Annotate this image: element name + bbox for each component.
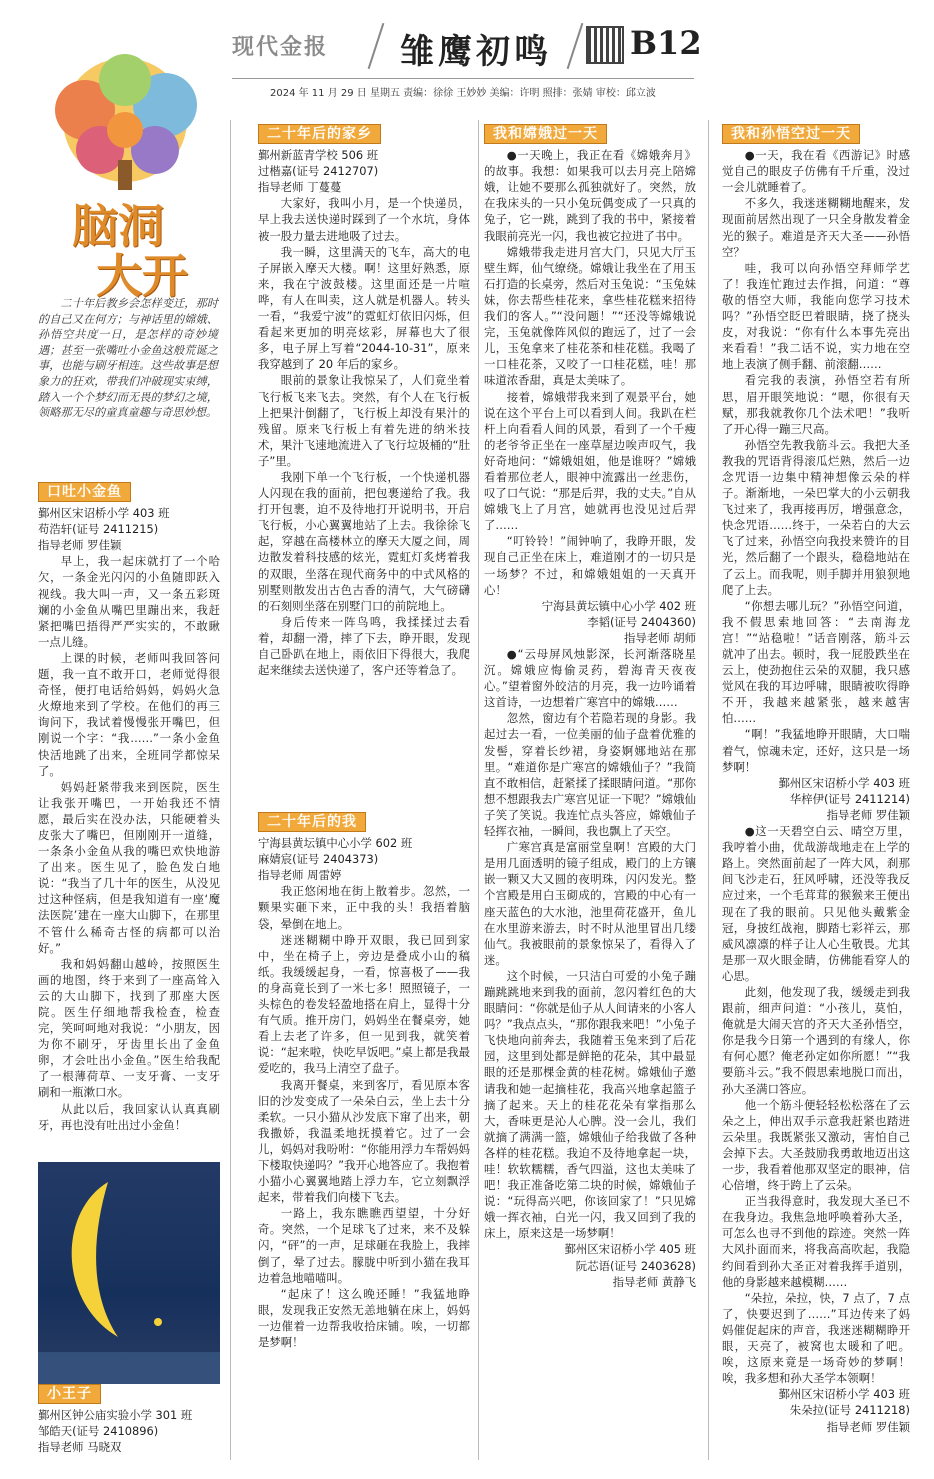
paragraph: 妈妈赶紧带我来到医院，医生让我张开嘴巴，一开始我还不情愿，最后实在没办法，只能硬着头皮张大了嘴巴，但刚刚开一道缝，一条条小金鱼从我的嘴巴欢快地游了出来。医生见了，脸色发白地说：“我当了几十年的医生，从没见过这种怪病，但是我知道有一座‘魔法医院’建在一座大山脚下，在那里不管什么稀奇古怪的病都可以治好。” xyxy=(38,779,220,955)
paragraph: 此刻，他发现了我，缓缓走到我跟前，细声问道：“小孩儿，莫怕，俺就是大闹天宫的齐天大圣孙悟空，你是我今日第一个遇到的有缘人，你有何心愿？俺老孙定如你所愿！”“我要筋斗云。”我不假思索地脱口而出，孙大圣满口答应。 xyxy=(722,984,910,1096)
feature-intro: 二十年后教乡会怎样变迁，那时的自己又在何方；与神话里的嫦娥、孙悟空共度一日，是怎样的奇妙境遇；甚至一张嘴吐小金鱼这般荒诞之事，也能与刷牙相连。这些故事是想象力的狂欢，带我们冲破现实束缚，踏入一个个梦幻而无畏的梦幻之境，领略那无尽的童真童趣与奇思妙想。 xyxy=(38,297,218,420)
paragraph: 我和妈妈翻山越岭，按照医生画的地图，终于来到了一座高耸入云的大山脚下，找到了那座大医院。医生仔细地帮我检查，检查完，笑呵呵地对我说：“小朋友，因为你不刷牙，牙齿里长出了金鱼卵，才会吐出小金鱼。”医生给我配了一根薄荷草、一支牙膏、一支牙刷和一瓶漱口水。 xyxy=(38,956,220,1100)
paragraph: 广寒宫真是富丽堂皇啊！宫殿的大门是用几面透明的镜子组成，殿门的上方镶嵌一颗又大又圆的夜明珠，闪闪发光。整个宫殿是用白玉砌成的，宫殿的中心有一座天蓝色的大水池，池里荷花盛开，鱼儿在水里游来游去，时不时从池里冒出几缕仙气。我被眼前的景象惊呆了，看得入了迷。 xyxy=(484,840,696,967)
signature-teacher: 指导老师 罗佳颖 xyxy=(826,807,910,822)
signature-school: 鄞州区宋诏桥小学 405 班 xyxy=(564,1242,696,1257)
article-tag: 口吐小金鱼 xyxy=(38,482,131,502)
paragraph: 身后传来一阵鸟鸣，我揉揉过去看着，却翻一滑，摔了下去，睁开眼，发现自己卧趴在地上，雨依旧下得很大，我爬起来继续去送快递了，客户还等着急了。 xyxy=(258,614,470,678)
divider xyxy=(567,23,584,69)
paragraph: 哇，我可以向孙悟空拜师学艺了！我连忙跑过去作揖，问道：“尊敬的悟空大师，我能向您学习技术吗？”孙悟空眨巴着眼睛，挠了挠头皮，对我说：“你有什么本事先亮出来看看！”我二话不说，实力地在空地上表演了侧手翻、前滚翻…… xyxy=(722,260,910,372)
article-tag: 我和孙悟空过一天 xyxy=(722,124,860,144)
signature-author: 朱朵拉(证号 2411218) xyxy=(789,1403,910,1418)
feature-title-2: 大开 xyxy=(96,249,188,303)
column-divider xyxy=(478,120,479,1460)
article-school: 鄞州区宋诏桥小学 403 班 xyxy=(38,506,170,521)
paragraph: ●这一天碧空白云、晴空万里，我哼着小曲，优哉游哉地走在上学的路上。突然面前起了一阵大风，刹那间飞沙走石，狂风呼啸，还没等我反应过来，一个毛茸茸的猴猴来王便出现在了我的眼前。只见他头戴紫金冠，身披红战袍，脚踏七彩祥云，那威风凛凛的样子让人心生敬畏。尤其是那一双火眼金睛，仿佛能看穿人的心思。 xyxy=(722,824,910,983)
paragraph: 这个时候，一只洁白可爱的小兔子蹦蹦跳跳地来到我的面前，忽闪着红色的大眼睛问：“你就是仙子从人间请来的小客人吗？”我点点头，“那你跟我来吧！”小兔子飞快地向前奔去，我随着玉兔来到了后花园，这里到处都是鲜艳的花朵，其中最显眼的还是那棵金黄的桂花树。嫦娥仙子邀请我和她一起摘桂花，我高兴地拿起篮子摘了起来。天上的桂花花朵有掌指那么大，香味更是沁人心脾。没一会儿，我们就摘了满满一篮，嫦娥仙子给我做了各种各样的桂花糕。我迫不及待地拿起一块，哇！软软糯糯，香气四溢，这也太美味了吧！我正准备吃第二块的时候，嫦娥仙子说：“玩得高兴吧，你该回家了！”只见嫦娥一挥衣袖，白光一闪，我又回到了我的床上，原来这是一场梦啊！ xyxy=(484,968,696,1241)
paragraph: 大家好，我叫小月，是一个快递员，早上我去送快递时踩到了一个水坑，身体被一股力量去进地吸了过去。 xyxy=(258,196,470,243)
signature-school: 鄞州区宋诏桥小学 403 班 xyxy=(778,775,910,790)
article-hometown xyxy=(258,124,470,810)
article-tag: 我和嫦娥过一天 xyxy=(484,124,607,144)
article-wukong xyxy=(722,124,910,1464)
section-title: 雏鹰初鸣 xyxy=(400,32,552,72)
article-tag: 小王子 xyxy=(38,1384,101,1404)
article-teacher: 指导老师 马晓双 xyxy=(38,1440,122,1454)
article-school: 鄞州区钟公庙实验小学 301 班 xyxy=(38,1408,193,1423)
paragraph: 早上，我一起床就打了一个哈欠，一条金光闪闪的小鱼随即跃入视线。我大叫一声，又一条五彩斑斓的小金鱼从嘴巴里蹦出来，我赶紧把嘴巴捂得严严实实的，不敢瞅一点儿缝。 xyxy=(38,554,220,649)
signature-teacher: 指导老师 罗佳颖 xyxy=(826,1419,910,1434)
article-tag: 二十年后的我 xyxy=(258,812,366,832)
divider xyxy=(368,23,385,69)
paragraph: ●一天，我在看《西游记》时感觉自己的眼皮子仿佛有千斤重，没过一会儿就睡着了。 xyxy=(722,148,910,195)
paragraph: ●“云母屏风烛影深，长河渐落晓星沉。嫦娥应悔偷灵药，碧海青天夜夜心。”望着窗外皎洁的月亮，我一边吟诵着这首诗，一边想着广寒宫中的嫦娥…… xyxy=(484,647,696,710)
paragraph: 我刚下单一个飞行板，一个快递机器人闪现在我的面前，把包裹递给了我。我打开包裹，迫不及待地打开说明书，开启飞行板，小心翼翼地站了上去。我徐徐飞起，穿越在高楼林立的摩天大厦之间，周边散发着科技感的炫光，霓虹灯炙烤着我的双眼，坐落在现代商务中的中式风格的别墅则散发出古色古香的清气，大气磅礴的石刻则坐落在别墅门口的前院地上。 xyxy=(258,469,470,613)
signature-school: 宁海县黄坛镇中心小学 402 班 xyxy=(541,598,696,613)
paragraph: “啊！”我猛地睁开眼睛，大口喘着气，惊魂未定，还好，这只是一场梦啊！ xyxy=(722,727,910,774)
article-school: 宁海县黄坛镇中心小学 602 班 xyxy=(258,836,413,851)
paragraph: 迷迷糊糊中睁开双眼，我已回到家中，坐在椅子上，旁边是叠成小山的稿纸。我缓缓起身，一看，惊喜极了——我的身高竟长到了一米七多！照照镜子，一头棕色的卷发轻盈地搭在肩上，显得十分有气质。推开房门，妈妈坐在餐桌旁，她看上去老了许多，但一见到我，就笑着说：“起来啦，快吃早饭吧。”桌上都是我最爱吃的，我马上清空了盘子。 xyxy=(258,932,470,1076)
paragraph: 忽然，窗边有个若隐若现的身影。我起过去一看，一位美丽的仙子盘着优雅的发髻，穿着长纱裙，身姿婀娜地站在那里。“难道你是广寒宫的嫦娥仙子？”我简直不敢相信，赶紧揉了揉眼睛问道。“那你想不想跟我去广寒宫见证一下呢？”嫦娥仙子笑了笑说。我连忙点头答应，嫦娥仙子轻挥衣袖，一瞬间，我也飘上了天空。 xyxy=(484,711,696,839)
article-future-me xyxy=(258,812,470,1462)
signature-teacher: 指导老师 黄静飞 xyxy=(612,1274,696,1289)
article-change xyxy=(484,124,696,1464)
moon-painting xyxy=(38,1162,220,1384)
article-author: 过楷嘉(证号 2412707) xyxy=(258,164,379,179)
article-author: 麻婧宸(证号 2404373) xyxy=(258,852,379,867)
paragraph: ●一天晚上，我正在看《嫦娥奔月》的故事。我想：如果我可以去月亮上陪嫦娥，让她不要那么孤独就好了。突然，放在我床头的一只小兔玩偶变成了一只真的兔子，它一跳，跳到了我的书中，紧接着我眼前亮光一闪，我也被它拉进了书中。 xyxy=(484,148,696,243)
article-author: 邹皓天(证号 2410896) xyxy=(38,1424,159,1439)
article-little-prince xyxy=(38,1384,220,1454)
article-author: 苟浩轩(证号 2411215) xyxy=(38,522,159,537)
signature-author: 华梓伊(证号 2411214) xyxy=(789,791,910,806)
paragraph: “起床了！这么晚还睡！”我猛地睁眼，发现我正安然无恙地躺在床上，妈妈一边催着一边帮我收拾床铺。唉，一切都是梦啊！ xyxy=(258,1286,470,1349)
paragraph: 上课的时候，老师叫我回答问题，我一直不敢开口，老师觉得很奇怪，便打电话给妈妈，妈妈火急火燎地来到了学校。在他们的再三询问下，我试着慢慢张开嘴巴，但刚说一个字：“我……”一条小金鱼快活地跳了出来，全班同学都惊呆了。 xyxy=(38,650,220,778)
paragraph: 眼前的景象让我惊呆了，人们竟坐着飞行板飞来飞去。突然，有个人在飞行板上把果汁倒翻了，飞行板上却没有果汁的残留。原来飞行板上有着先进的纳米技术，果汁飞速地流进入了飞行垃圾桶的“肚子”里。 xyxy=(258,373,470,468)
article-teacher: 指导老师 周雷婷 xyxy=(258,868,342,883)
paragraph: “朵拉，朵拉，快，7 点了，7 点了，快要迟到了……”耳边传来了妈妈催促起床的声音，我迷迷糊糊睁开眼，天亮了，被窝也太暖和了吧。唉，这原来竟是一场奇妙的梦啊！唉，我多想和孙大圣学本领啊！ xyxy=(722,1290,910,1386)
paragraph: 一路上，我东瞧瞧西望望，十分好奇。突然，一个足球飞了过来，来不及躲闪，“砰”的一声，足球砸在我脸上，我摔倒了，晕了过去。朦胧中听到小猫在我耳边着急地喵喵叫。 xyxy=(258,1206,470,1285)
paragraph: 接着，嫦娥带我来到了观景平台，她说在这个平台上可以看到人间。我趴在栏杆上向看看人间的风景，看到了一个千瘦的老爷爷正坐在一座草屋边唉声叹气，我好奇地问：“嫦娥姐姐，他是谁呀？”嫦娥看着那位老人，眼神中流露出一丝悲伤，叹了口气说：“那是后羿，我的丈夫。”自从嫦娥飞上了月宫，她就再也没见过后羿了…… xyxy=(484,389,696,533)
column-divider xyxy=(230,120,231,1460)
paragraph: 正当我得意时，我发现大圣已不在我身边。我焦急地呼唤着孙大圣，可怎么也寻不到他的踪迹。突然一阵大风扑面而来，将我高高吹起，我隐约间看到孙大圣正对着我挥手道别，他的身影越来越模糊…… xyxy=(722,1194,910,1289)
dateline: 2024 年 11 月 29 日 星期五 责编：徐徐 王妙妙 美编：许明 照排：张婧 审校：邱立波 xyxy=(270,88,656,99)
paragraph: 我离开餐桌，来到客厅，看见原本客旧的沙发变成了一朵朵白云，坐上去十分柔软。一只小猫从沙发底下窜了出来，朝我撒娇，我温柔地抚摸着它。过了一会儿，妈妈对我吩咐：“你能用浮力车帮妈妈下楼取快递吗？”我开心地答应了。我抱着小猫小心翼翼地踏上浮力车，它立刻飘浮起来，带着我们向楼下飞去。 xyxy=(258,1077,470,1205)
paragraph: 不多久，我迷迷糊糊地醒来，发现面前居然出现了一只全身散发着金光的猴子。难道是齐天大圣——孙悟空？ xyxy=(722,196,910,259)
article-teacher: 指导老师 丁蔓蔓 xyxy=(258,180,342,195)
paragraph: 看完我的表演，孙悟空若有所思，眉开眼笑地说：“嗯，你很有天赋，那我就教你几个法术吧！”我听了开心得一蹦三尺高。 xyxy=(722,373,910,436)
feature-title-1: 脑洞 xyxy=(72,199,164,253)
paragraph: 我正悠闲地在街上散着步。忽然，一颗果实砸下来，正中我的头！我捂着脑袋，晕倒在地上。 xyxy=(258,884,470,931)
page-number: B12 xyxy=(630,24,702,62)
paragraph: 孙悟空先教我筋斗云。我把大圣教我的咒语背得滚瓜烂熟，然后一边念咒语一边集中精神想像云朵的样子。渐渐地，一朵巴掌大的小云朝我飞过来了，我再接再厉，增强意念，快念咒语……终于，一朵若白的大云飞了过来，孙悟空向我投来赞许的目光，然后翻了一个跟头，稳稳地站在了云上。而我呢，则手脚并用狼狈地爬了上去。 xyxy=(722,437,910,597)
paragraph: “你想去哪儿玩？”孙悟空问道，我不假思索地回答：“去南海龙宫！”“站稳啦！”话音刚落，筋斗云就冲了出去。顿时，我一屁股跌坐在云上，使劲抱住云朵的双腿，我只感觉风在我的耳边呼啸，眼睛被吹得睁不开，我越来越紧张，越来越害怕…… xyxy=(722,598,910,726)
article-tag: 二十年后的家乡 xyxy=(258,124,381,144)
signature-teacher: 指导老师 胡师 xyxy=(624,630,696,645)
article-goldfish xyxy=(38,482,220,1137)
column-divider xyxy=(708,120,709,1460)
paragraph: “叮铃铃！”闹钟响了，我睁开眼，发现自己正坐在床上，难道刚才的一切只是一场梦？不过，和嫦娥姐姐的一天真开心！ xyxy=(484,534,696,597)
brand-name: 现代金报 xyxy=(232,34,329,60)
signature-school: 鄞州区宋诏桥小学 403 班 xyxy=(778,1387,910,1402)
paragraph: 嫦娥带我走进月宫大门，只见大厅玉壁生辉，仙气缭绕。嫦娥让我坐在了用玉石打造的长桌旁，然后对玉兔说：“玉兔妹妹，你去帮些桂花来，拿些桂花糕来招待我们的客人。”“没问题！”“还没等嫦娥说完，玉兔就像阵风似的跑远了，过了一会儿，玉兔拿来了桂花茶和桂花糕。我喝了一口桂花茶，又咬了一口桂花糕，哇！那味道浓香甜，真是太美味了。 xyxy=(484,244,696,388)
signature-author: 李韬(证号 2404360) xyxy=(587,614,696,629)
paragraph: 我一瞬，这里满天的飞车，高大的电子屏嵌入摩天大楼。啊！这里好熟悉，原来，我在宁波鼓楼。这里面还是一片喧哗，有人在叫卖，这人就是机器人。转头一看，“我爱宁波”的霓虹灯依旧闪烁，但看起来更加的明亮炫彩，屏幕也大了很多，电子屏上写着“2044-10-31”，原来我穿越到了 20 年后的家乡。 xyxy=(258,244,470,372)
qr-code-icon[interactable] xyxy=(586,26,624,64)
article-school: 鄞州新蓝青学校 506 班 xyxy=(258,148,379,163)
signature-author: 阮芯语(证号 2403628) xyxy=(575,1258,696,1273)
divider xyxy=(232,78,694,79)
paragraph: 他一个筋斗便轻轻松松落在了云朵之上，伸出双手示意我赶紧也踏进云朵里。我既紧张又激动，害怕自己会掉下去。大圣鼓励我勇敢地迈出这一步，我看着他那双坚定的眼神，信心倍增，终于跨上了云朵。 xyxy=(722,1097,910,1193)
paragraph: 从此以后，我回家认认真真刷牙，再也没有吐出过小金鱼！ xyxy=(38,1101,220,1132)
article-teacher: 指导老师 罗佳颖 xyxy=(38,538,122,553)
